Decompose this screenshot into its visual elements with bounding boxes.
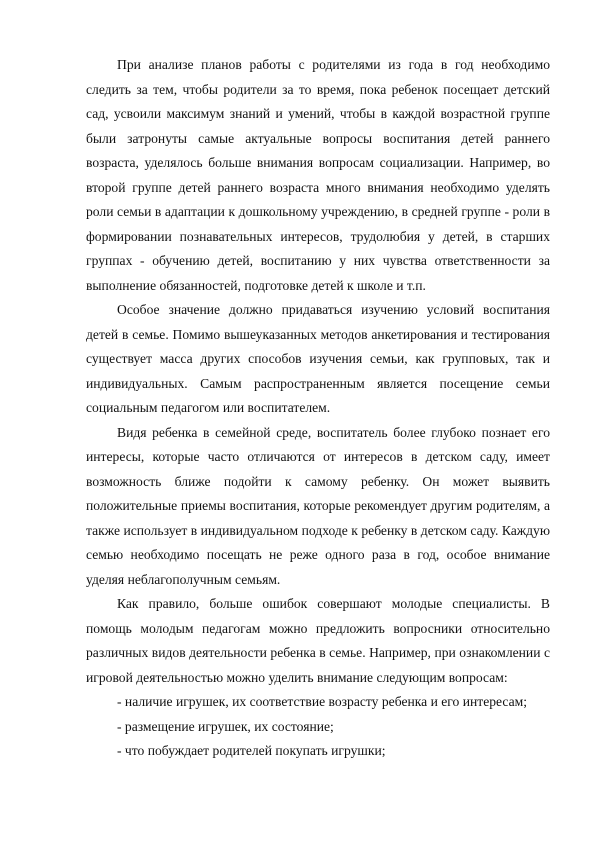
question-list bbox=[86, 690, 550, 764]
paragraph-2: Особое значение должно придаваться изучению условий воспитания детей в семье. Помимо вышеуказанных методов анкетирования и тестирования существует масса других способов изучения семьи, как групповых, так и индивидуальных. Самым распространенным является посещение семьи социальным педагогом или воспитателем. bbox=[86, 302, 550, 415]
body-text bbox=[86, 53, 550, 764]
paragraph-1: При анализе планов работы с родителями из года в год необходимо следить за тем, чтобы родители за то время, пока ребенок посещает детский сад, усвоили максимум знаний и умений, чтобы в каждой возрастной группе были затронуты самые актуальные вопросы воспитания детей раннего возраста, уделялось больше внимания вопросам социализации. Например, во второй группе детей раннего возраста много внимания необходимо уделять роли семьи в адаптации к дошкольному учреждению, в средней группе - роли в формировании познавательных интересов, трудолюбия у детей, в старших группах - обучению детей, воспитанию у них чувства ответственности за выполнение обязанностей, подготовке детей к школе и т.п. bbox=[86, 57, 550, 293]
paragraph-4: Как правило, больше ошибок совершают молодые специалисты. В помощь молодым педагогам можно предложить вопросники относительно различных видов деятельности ребенка в семье. Например, при ознакомлении с игровой деятельностью можно уделить внимание следующим вопросам: bbox=[86, 596, 550, 685]
list-item: - размещение игрушек, их состояние; bbox=[117, 718, 334, 734]
paragraph-3: Видя ребенка в семейной среде, воспитатель более глубоко познает его интересы, которые часто отличаются от интересов в детском саду, имеет возможность ближе подойти к самому ребенку. Он может выявить положительные приемы воспитания, которые рекомендует другим родителям, а также использует в индивидуальном подходе к ребенку в детском саду. Каждую семью необходимо посещать не реже одного раза в год, особое внимание уделяя неблагополучным семьям. bbox=[86, 424, 550, 587]
list-item: - что побуждает родителей покупать игрушки; bbox=[117, 743, 386, 758]
list-item: - наличие игрушек, их соответствие возрасту ребенка и его интересам; bbox=[117, 694, 528, 709]
